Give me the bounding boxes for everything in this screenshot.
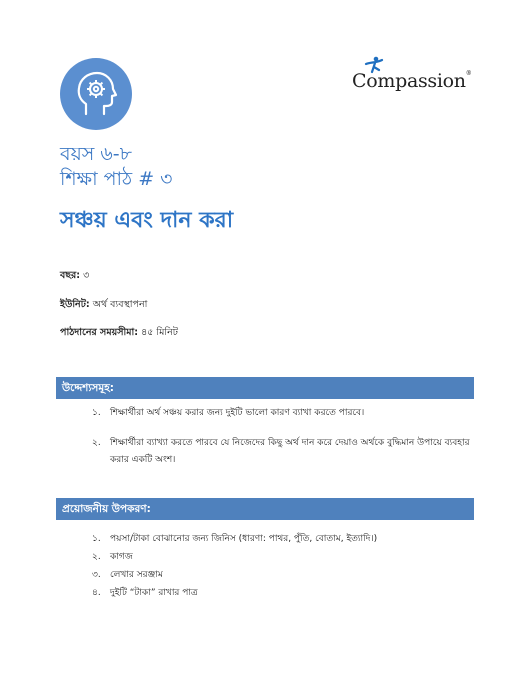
logo-text: Compassion®: [352, 70, 472, 92]
time-line: [60, 326, 178, 341]
objectives-heading: উদ্দেশ্যসমূহ:: [56, 377, 474, 399]
year-value: ৩: [83, 270, 90, 281]
page-title: সঞ্চয় এবং দান করা: [60, 208, 234, 233]
compassion-logo: [352, 56, 472, 96]
list-item: ২. কাগজ: [92, 552, 133, 562]
year-line: [60, 269, 89, 284]
list-item: ১. শিক্ষার্থীরা অর্থ সঞ্চয় করার জন্য দুইটি ভালো কারণ ব্যাখা করতে পারবে।: [92, 408, 365, 418]
lesson-heading: শিক্ষা পাঠ # ৩: [60, 168, 173, 190]
list-item: ২. শিক্ষার্থীরা ব্যাখ্যা করতে পারবে যে নিজেদের কিছু অর্থ দান করে দেয়াও অর্থকে বুদ্ধিমান উপায়ে ব্যবহার করার একটি অংশ।: [92, 438, 470, 465]
head-gear-icon: [60, 58, 132, 130]
age-heading: বয়স ৬-৮: [60, 143, 132, 165]
time-label: পাঠদানের সময়সীমা:: [60, 327, 139, 338]
list-item: ৩. লেখার সরঞ্জাম: [92, 570, 163, 580]
list-item: ৪. দুইটি “টাকা” রাখার পাত্র: [92, 588, 198, 598]
year-label: বছর:: [60, 270, 81, 281]
unit-line: [60, 298, 147, 313]
list-item: ১. পয়সা/টাকা বোঝানোর জন্য জিনিস (ধারণা: পাথর, পুঁতি, বোতাম, ইত্যাদি।): [92, 534, 378, 544]
unit-label: ইউনিট:: [60, 299, 90, 310]
materials-heading: প্রয়োজনীয় উপকরণ:: [56, 498, 474, 520]
unit-value: অর্থ ব্যবস্থাপনা: [92, 299, 148, 310]
time-value: ৪৫ মিনিট: [141, 327, 178, 338]
